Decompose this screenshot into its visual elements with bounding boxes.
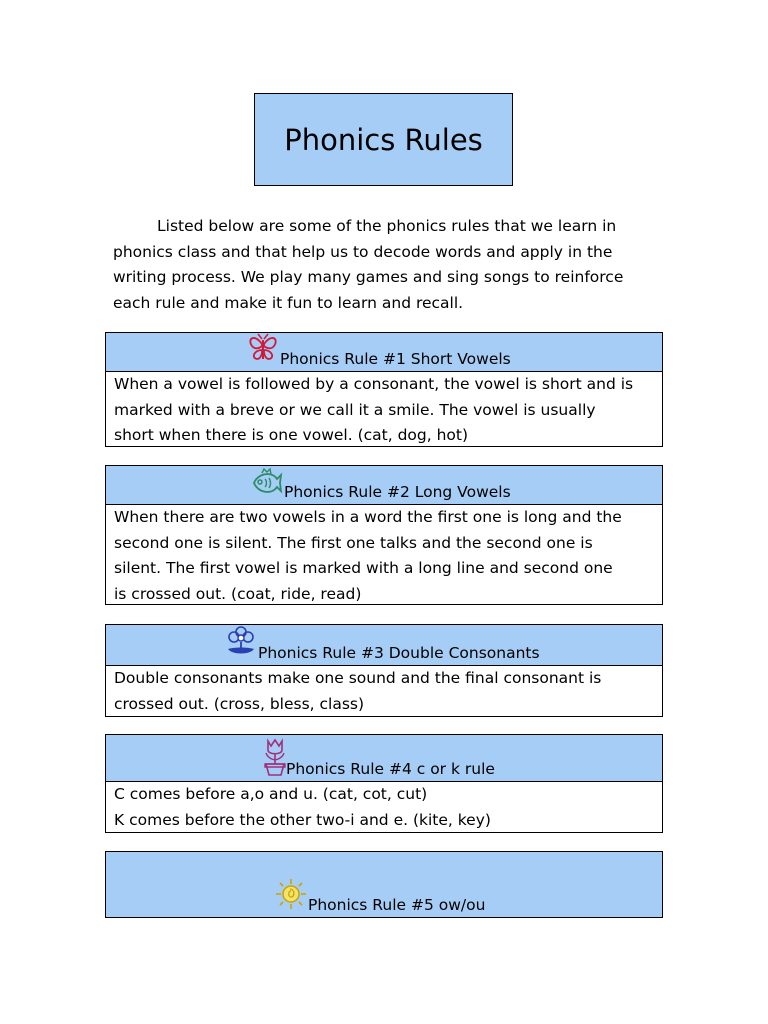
- rule-1-line: marked with a breve or we call it a smile. The vowel is usually: [114, 400, 596, 419]
- rule-1-line: When a vowel is followed by a consonant, the vowel is short and is: [114, 375, 634, 393]
- rule-4-body: [106, 782, 662, 832]
- butterfly-icon: [246, 331, 280, 365]
- rule-2-line: is crossed out. (coat, ride, read): [114, 584, 362, 603]
- page-title: Phonics Rules: [284, 122, 483, 157]
- intro-paragraph: [113, 214, 658, 316]
- rule-4-line: C comes before a,o and u. (cat, cot, cut): [114, 785, 428, 803]
- rule-2-line: second one is silent. The first one talks and the second one is: [114, 533, 593, 552]
- rule-2-box: [105, 465, 663, 605]
- intro-text: Listed below are some of the phonics rules that we learn in phonics class and that help us to decode words and apply in the writing process. We play many games and sing songs to reinforce each rule and make it fun to learn and recall.: [113, 217, 624, 312]
- rule-4-box: [105, 734, 663, 833]
- rule-4-line: K comes before the other two-i and e. (kite, key): [114, 810, 491, 829]
- rule-5-header: [106, 852, 662, 917]
- rule-1-body: [106, 372, 662, 446]
- rule-4-heading: Phonics Rule #4 c or k rule: [286, 760, 495, 778]
- rule-5-box: [105, 851, 663, 918]
- rule-5-heading: Phonics Rule #5 ow/ou: [308, 896, 486, 914]
- rule-3-line: Double consonants make one sound and the final consonant is: [114, 669, 602, 687]
- rule-2-line: silent. The first vowel is marked with a long line and second one: [114, 559, 613, 577]
- sun-icon: [274, 877, 308, 911]
- rule-3-heading: Phonics Rule #3 Double Consonants: [258, 644, 540, 662]
- flower-icon: [224, 625, 258, 659]
- rule-2-body: [106, 505, 662, 604]
- rule-3-line: crossed out. (cross, bless, class): [114, 694, 365, 713]
- rule-3-header: [106, 625, 662, 666]
- rule-2-line: When there are two vowels in a word the first one is long and the: [114, 508, 622, 526]
- rule-2-header: [106, 466, 662, 505]
- page-title-box: [254, 93, 513, 186]
- rule-2-heading: Phonics Rule #2 Long Vowels: [284, 483, 511, 501]
- rule-3-body: [106, 666, 662, 716]
- rule-1-header: [106, 333, 662, 372]
- rule-1-box: [105, 332, 663, 447]
- rule-4-header: [106, 735, 662, 782]
- rule-1-line: short when there is one vowel. (cat, dog, hot): [114, 426, 469, 444]
- rule-1-heading: Phonics Rule #1 Short Vowels: [280, 350, 511, 368]
- fish-icon: [250, 466, 284, 500]
- rule-3-box: [105, 624, 663, 717]
